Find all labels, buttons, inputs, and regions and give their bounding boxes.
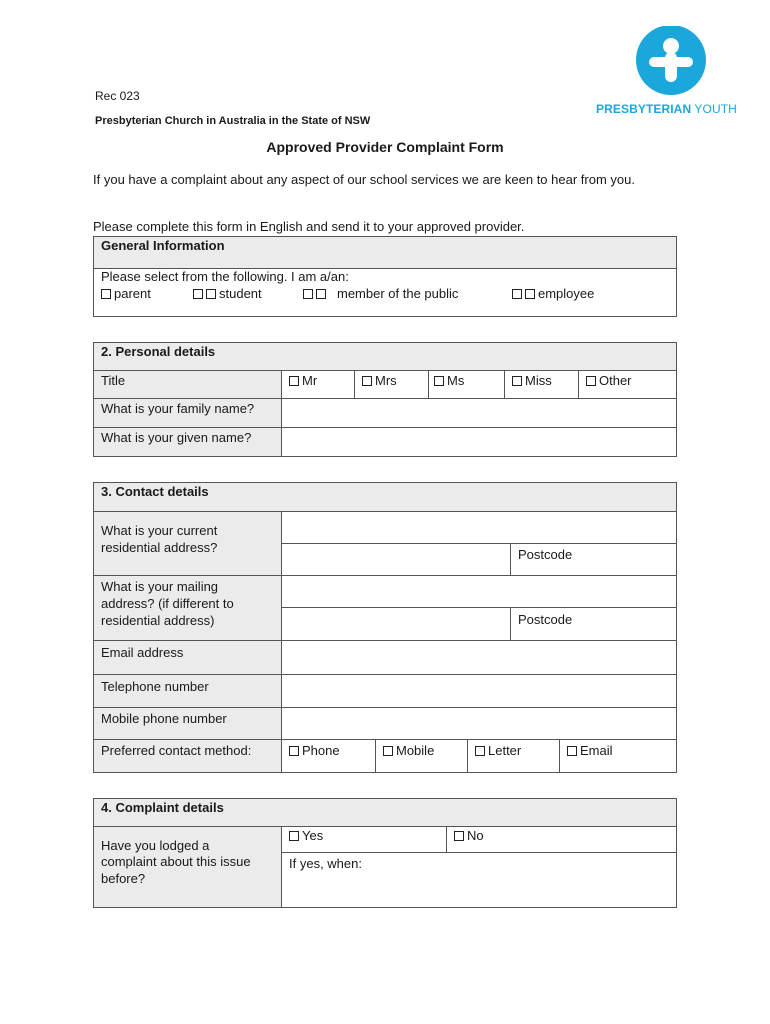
personal-details-heading: 2. Personal details <box>93 342 677 371</box>
residential-postcode[interactable]: Postcode <box>510 543 677 576</box>
lodged-before-no[interactable]: No <box>446 826 677 853</box>
title-label-cell: Title <box>93 370 282 399</box>
checkbox-icon[interactable] <box>525 289 535 299</box>
telephone-label-cell: Telephone number <box>93 674 282 708</box>
checkbox-icon[interactable] <box>454 831 464 841</box>
family-name-field[interactable] <box>281 398 677 428</box>
checkbox-icon[interactable] <box>512 376 522 386</box>
mobile-field[interactable] <box>281 707 677 740</box>
contact-method-letter[interactable]: Letter <box>467 739 560 773</box>
cross-logo-icon <box>631 26 711 98</box>
checkbox-icon[interactable] <box>475 746 485 756</box>
option-member-of-public[interactable]: member of the public <box>303 285 458 302</box>
checkbox-icon[interactable] <box>289 831 299 841</box>
contact-method-mobile[interactable]: Mobile <box>375 739 468 773</box>
mailing-address-line-1[interactable] <box>281 575 677 608</box>
family-name-label-cell: What is your family name? <box>93 398 282 428</box>
logo-text: PRESBYTERIAN YOUTH <box>596 102 737 116</box>
lodged-before-yes[interactable]: Yes <box>281 826 447 853</box>
mobile-label-cell: Mobile phone number <box>93 707 282 740</box>
email-field[interactable] <box>281 640 677 675</box>
contact-method-phone[interactable]: Phone <box>281 739 376 773</box>
option-student[interactable]: student <box>193 285 262 302</box>
contact-method-email[interactable]: Email <box>559 739 677 773</box>
given-name-field[interactable] <box>281 427 677 457</box>
title-mr[interactable]: Mr <box>281 370 355 399</box>
checkbox-icon[interactable] <box>383 746 393 756</box>
intro-text: If you have a complaint about any aspect of our school services we are keen to hear from you. <box>93 172 635 187</box>
mailing-label-cell: What is your mailing address? (if different to residential address) <box>93 575 282 641</box>
checkbox-icon[interactable] <box>316 289 326 299</box>
preferred-contact-label-cell: Preferred contact method: <box>93 739 282 773</box>
instructions-text: Please complete this form in English and send it to your approved provider. <box>93 219 525 234</box>
general-information-section <box>93 236 677 317</box>
residential-address-line-1[interactable] <box>281 511 677 544</box>
checkbox-icon[interactable] <box>362 376 372 386</box>
contact-details-heading: 3. Contact details <box>93 482 677 512</box>
residential-label-cell: What is your current residential address? <box>93 511 282 576</box>
option-employee[interactable]: employee <box>512 285 594 302</box>
checkbox-icon[interactable] <box>434 376 444 386</box>
title-other[interactable]: Other <box>578 370 677 399</box>
checkbox-icon[interactable] <box>586 376 596 386</box>
lodged-before-label-cell: Have you lodged a complaint about this issue before? <box>93 826 282 908</box>
checkbox-icon[interactable] <box>289 376 299 386</box>
checkbox-icon[interactable] <box>289 746 299 756</box>
if-yes-when-field[interactable]: If yes, when: <box>281 852 677 908</box>
complaint-details-heading: 4. Complaint details <box>93 798 677 827</box>
form-title: Approved Provider Complaint Form <box>266 139 504 155</box>
checkbox-icon[interactable] <box>567 746 577 756</box>
checkbox-icon[interactable] <box>512 289 522 299</box>
title-ms[interactable]: Ms <box>428 370 505 399</box>
checkbox-icon[interactable] <box>101 289 111 299</box>
telephone-field[interactable] <box>281 674 677 708</box>
option-parent[interactable]: parent <box>101 285 151 302</box>
presbyterian-youth-logo <box>596 26 746 121</box>
checkbox-icon[interactable] <box>303 289 313 299</box>
checkbox-icon[interactable] <box>193 289 203 299</box>
mailing-address-line-2[interactable] <box>281 607 511 641</box>
residential-address-line-2[interactable] <box>281 543 511 576</box>
organisation-name: Presbyterian Church in Australia in the State of NSW <box>95 115 371 127</box>
general-prompt: Please select from the following. I am a/an: <box>101 269 349 284</box>
record-number: Rec 023 <box>95 89 140 103</box>
email-label-cell: Email address <box>93 640 282 675</box>
general-information-heading: General Information <box>94 237 676 269</box>
title-mrs[interactable]: Mrs <box>354 370 429 399</box>
given-name-label-cell: What is your given name? <box>93 427 282 457</box>
checkbox-icon[interactable] <box>206 289 216 299</box>
mailing-postcode[interactable]: Postcode <box>510 607 677 641</box>
title-miss[interactable]: Miss <box>504 370 579 399</box>
